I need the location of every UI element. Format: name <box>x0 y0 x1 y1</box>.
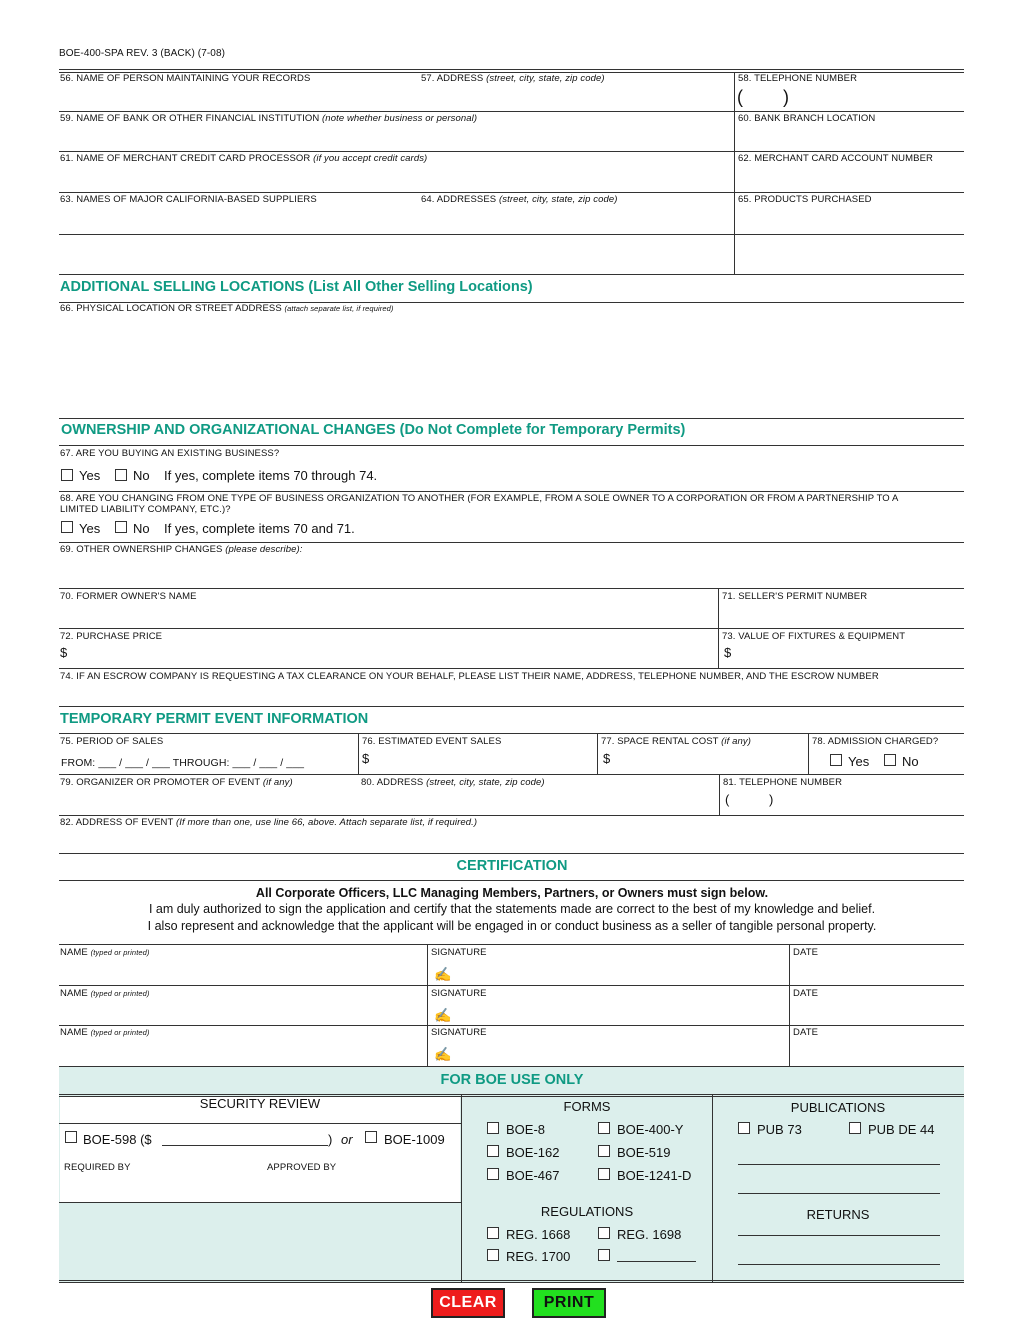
publication-checkbox[interactable] <box>849 1122 861 1134</box>
signature-input-3[interactable] <box>454 1040 786 1064</box>
admission-yes-checkbox[interactable] <box>830 754 842 766</box>
event-telephone-input[interactable] <box>740 790 962 812</box>
period-dates: FROM: ___ / ___ / ___ THROUGH: ___ / ___ / ___ <box>61 757 305 769</box>
ownership-heading: OWNERSHIP AND ORGANIZATIONAL CHANGES (Do Not Complete for Temporary Permits) <box>61 422 686 438</box>
regulation-checkbox[interactable] <box>487 1227 499 1239</box>
pen-icon: ✍ <box>434 1007 452 1023</box>
no-label: No <box>133 468 150 483</box>
form-id: BOE-400-SPA REV. 3 (BACK) (7-08) <box>59 48 226 59</box>
field-69-label: 69. OTHER OWNERSHIP CHANGES (please describe): <box>60 544 303 555</box>
field-68-label: 68. ARE YOU CHANGING FROM ONE TYPE OF BUSINESS ORGANIZATION TO ANOTHER (FOR EXAMPLE, FROM A SOLE OWNER TO A CORPORATION OR FROM A PARTNERSHIP TO A <box>60 493 899 504</box>
event-address-input[interactable] <box>60 830 962 851</box>
divider <box>59 491 964 492</box>
field-66-label: 66. PHYSICAL LOCATION OR STREET ADDRESS (attach separate list, if required) <box>60 303 394 314</box>
or-label: or <box>341 1132 353 1147</box>
divider <box>59 445 964 446</box>
field-73-label: 73. VALUE OF FIXTURES & EQUIPMENT <box>722 631 906 642</box>
publication-line[interactable] <box>738 1164 940 1165</box>
form-checkbox[interactable] <box>487 1168 499 1180</box>
pen-icon: ✍ <box>434 1046 452 1062</box>
form-checkbox[interactable] <box>487 1122 499 1134</box>
organizer-address-input[interactable] <box>60 790 714 812</box>
field-72-label: 72. PURCHASE PRICE <box>60 631 163 642</box>
forms-label: FORMS <box>563 1099 611 1114</box>
field-81-label: 81. TELEPHONE NUMBER <box>723 777 843 788</box>
yes-label: Yes <box>79 521 101 536</box>
publication-item: PUB DE 44 <box>868 1122 935 1137</box>
divider <box>59 853 964 854</box>
boe598-amount-line[interactable] <box>162 1145 328 1146</box>
divider <box>597 733 598 774</box>
signature-label-2: SIGNATURE <box>431 988 487 999</box>
field-57-label: 57. ADDRESS (street, city, state, zip code) <box>421 73 605 84</box>
other-changes-input[interactable] <box>60 557 962 586</box>
purchase-price-input[interactable] <box>72 644 712 666</box>
signature-input-2[interactable] <box>454 1001 786 1023</box>
approved-by-label: APPROVED BY <box>267 1162 337 1173</box>
regulation-item: REG. 1668 <box>506 1227 571 1242</box>
field-64-label: 64. ADDRESSES (street, city, state, zip code) <box>421 194 618 205</box>
certification-instruction: All Corporate Officers, LLC Managing Members, Partners, or Owners must sign below. <box>255 886 769 900</box>
field-62-label: 62. MERCHANT CARD ACCOUNT NUMBER <box>738 153 933 164</box>
field-82-label: 82. ADDRESS OF EVENT (If more than one, use line 66, above. Attach separate list, if required.) <box>60 817 478 828</box>
name-input-3[interactable] <box>60 1040 424 1064</box>
supplier-input-1[interactable] <box>60 207 730 232</box>
regulation-item: REG. 1700 <box>506 1249 571 1264</box>
divider <box>59 274 964 275</box>
security-review-label: SECURITY REVIEW <box>199 1096 321 1111</box>
buying-yes-checkbox[interactable] <box>61 469 73 481</box>
divider <box>59 234 964 235</box>
clear-button[interactable]: CLEAR <box>431 1288 505 1318</box>
divider <box>719 774 720 815</box>
field-67-label: 67. ARE YOU BUYING AN EXISTING BUSINESS? <box>60 448 280 459</box>
divider <box>59 628 964 629</box>
admission-no-checkbox[interactable] <box>884 754 896 766</box>
bank-branch-input[interactable] <box>738 125 962 149</box>
divider <box>59 1094 964 1095</box>
buying-no-checkbox[interactable] <box>115 469 127 481</box>
form-item: BOE-467 <box>506 1168 560 1183</box>
regulation-checkbox[interactable] <box>487 1249 499 1261</box>
form-checkbox[interactable] <box>598 1145 610 1157</box>
divider <box>59 69 964 70</box>
no-label: No <box>902 754 919 769</box>
changing-no-checkbox[interactable] <box>115 521 127 533</box>
dollar-sign: $ <box>724 645 732 660</box>
selling-locations-heading: ADDITIONAL SELLING LOCATIONS (List All Other Selling Locations) <box>60 279 533 295</box>
divider <box>59 588 964 589</box>
field-75-label: 75. PERIOD OF SALES <box>60 736 164 747</box>
date-input-1[interactable] <box>793 960 962 984</box>
divider <box>59 774 964 775</box>
field-79-label: 79. ORGANIZER OR PROMOTER OF EVENT (if any) <box>60 777 293 788</box>
name-input-2[interactable] <box>60 1001 424 1023</box>
event-sales-input[interactable] <box>374 750 592 772</box>
signature-label-3: SIGNATURE <box>431 1027 487 1038</box>
signature-label-1: SIGNATURE <box>431 947 487 958</box>
form-checkbox[interactable] <box>598 1168 610 1180</box>
boe598-close: ) <box>328 1132 333 1147</box>
selling-locations-input[interactable] <box>60 316 962 414</box>
divider <box>59 733 964 734</box>
divider <box>59 1280 964 1281</box>
divider <box>59 944 964 945</box>
divider <box>59 1123 461 1124</box>
divider <box>808 733 809 774</box>
divider <box>59 880 964 881</box>
space-rental-input[interactable] <box>615 750 803 772</box>
divider <box>59 111 964 112</box>
divider <box>59 192 964 193</box>
field-74-label: 74. IF AN ESCROW COMPANY IS REQUESTING A TAX CLEARANCE ON YOUR BEHALF, PLEASE LIST THEIR NAME, ADDRESS, TELEPHONE NUMBER, AND THE ESCROW NUMBER <box>60 671 879 682</box>
divider <box>461 1094 462 1282</box>
bank-input[interactable] <box>60 125 730 149</box>
card-account-input[interactable] <box>738 165 962 190</box>
escrow-input[interactable] <box>60 684 962 704</box>
boe-heading: FOR BOE USE ONLY <box>440 1072 584 1088</box>
boe1009-checkbox[interactable] <box>365 1131 377 1143</box>
divider <box>59 151 964 152</box>
divider <box>59 985 964 986</box>
publication-checkbox[interactable] <box>738 1122 750 1134</box>
no-label: No <box>133 521 150 536</box>
field-80-label: 80. ADDRESS (street, city, state, zip code) <box>361 777 545 788</box>
card-processor-input[interactable] <box>60 165 730 190</box>
regulation-item: REG. 1698 <box>617 1227 682 1242</box>
divider <box>59 668 964 669</box>
former-owner-input[interactable] <box>60 604 714 626</box>
field-56-label: 56. NAME OF PERSON MAINTAINING YOUR RECORDS <box>60 73 311 84</box>
publications-label: PUBLICATIONS <box>790 1100 886 1115</box>
certification-statement-1: I am duly authorized to sign the application and certify that the statements made are correct to the best of my knowledge and belief. <box>148 902 876 916</box>
field-59-label: 59. NAME OF BANK OR OTHER FINANCIAL INSTITUTION (note whether business or personal) <box>60 113 478 124</box>
form-item: BOE-8 <box>506 1122 546 1137</box>
products-input-2[interactable] <box>738 236 962 272</box>
form-item: BOE-1241-D <box>617 1168 692 1183</box>
divider <box>59 418 964 419</box>
date-label-3: DATE <box>793 1027 819 1038</box>
form-checkbox[interactable] <box>598 1122 610 1134</box>
temporary-heading: TEMPORARY PERMIT EVENT INFORMATION <box>60 711 369 727</box>
field-63-label: 63. NAMES OF MAJOR CALIFORNIA-BASED SUPPLIERS <box>60 194 317 205</box>
dollar-sign: $ <box>603 751 611 766</box>
divider <box>59 1202 461 1203</box>
other-regulation-line[interactable] <box>617 1261 696 1262</box>
boe598-checkbox[interactable] <box>65 1131 77 1143</box>
divider <box>734 72 735 274</box>
certification-statement-2: I also represent and acknowledge that the applicant will be engaged in or conduct business as a seller of tangible personal property. <box>147 919 877 933</box>
dollar-sign: $ <box>362 751 370 766</box>
form-item: BOE-519 <box>617 1145 671 1160</box>
divider <box>59 1025 964 1026</box>
fixtures-value-input[interactable] <box>736 644 962 666</box>
field-61-label: 61. NAME OF MERCHANT CREDIT CARD PROCESSOR (if you accept credit cards) <box>60 153 428 164</box>
date-label-1: DATE <box>793 947 819 958</box>
returns-line[interactable] <box>738 1264 940 1265</box>
field-58-label: 58. TELEPHONE NUMBER <box>738 73 858 84</box>
name-input-1[interactable] <box>60 960 424 984</box>
supplier-input-2[interactable] <box>60 236 730 272</box>
returns-line[interactable] <box>738 1235 940 1236</box>
divider <box>59 1066 964 1067</box>
divider <box>712 1094 713 1282</box>
field-68-label-2: LIMITED LIABILITY COMPANY, ETC.)? <box>60 504 231 515</box>
products-input-1[interactable] <box>738 207 962 232</box>
field-70-label: 70. FORMER OWNER'S NAME <box>60 591 197 602</box>
phone-parens: ( ) <box>737 87 789 107</box>
divider <box>358 733 359 774</box>
regulation-checkbox[interactable] <box>598 1227 610 1239</box>
signature-input-1[interactable] <box>454 960 786 984</box>
regulation-checkbox[interactable] <box>598 1249 610 1261</box>
date-label-2: DATE <box>793 988 819 999</box>
field-65-label: 65. PRODUCTS PURCHASED <box>738 194 872 205</box>
field-71-label: 71. SELLER'S PERMIT NUMBER <box>722 591 868 602</box>
divider <box>59 706 964 707</box>
certification-heading: CERTIFICATION <box>456 858 568 874</box>
dollar-sign: $ <box>60 645 68 660</box>
boe598-label: BOE-598 ($ <box>83 1132 152 1147</box>
form-item: BOE-400-Y <box>617 1122 684 1137</box>
records-name-address-input[interactable] <box>60 84 730 110</box>
date-input-3[interactable] <box>793 1040 962 1064</box>
phone-parens: ( ) <box>725 792 774 807</box>
yes-label: Yes <box>848 754 870 769</box>
divider <box>59 542 964 543</box>
publication-item: PUB 73 <box>757 1122 802 1137</box>
divider <box>59 815 964 816</box>
divider <box>789 944 790 1066</box>
name-label-3: NAME (typed or printed) <box>60 1027 150 1038</box>
returns-label: RETURNS <box>806 1207 870 1222</box>
boe1009-label: BOE-1009 <box>384 1132 445 1147</box>
field-78-label: 78. ADMISSION CHARGED? <box>812 736 939 747</box>
divider <box>59 1282 964 1283</box>
name-label-1: NAME (typed or printed) <box>60 947 150 958</box>
yes-label: Yes <box>79 468 101 483</box>
field-67-note: If yes, complete items 70 through 74. <box>164 468 378 483</box>
date-input-2[interactable] <box>793 1001 962 1023</box>
field-77-label: 77. SPACE RENTAL COST (if any) <box>601 736 751 747</box>
field-60-label: 60. BANK BRANCH LOCATION <box>738 113 876 124</box>
form-item: BOE-162 <box>506 1145 560 1160</box>
required-by-label: REQUIRED BY <box>64 1162 131 1173</box>
publication-line[interactable] <box>738 1193 940 1194</box>
print-button[interactable]: PRINT <box>532 1288 606 1318</box>
permit-number-input[interactable] <box>722 604 962 626</box>
divider <box>427 944 428 1066</box>
telephone-input[interactable] <box>760 88 960 110</box>
name-label-2: NAME (typed or printed) <box>60 988 150 999</box>
changing-yes-checkbox[interactable] <box>61 521 73 533</box>
field-76-label: 76. ESTIMATED EVENT SALES <box>362 736 502 747</box>
pen-icon: ✍ <box>434 966 452 982</box>
regulations-label: REGULATIONS <box>540 1204 634 1219</box>
field-68-note: If yes, complete items 70 and 71. <box>164 521 355 536</box>
form-checkbox[interactable] <box>487 1145 499 1157</box>
